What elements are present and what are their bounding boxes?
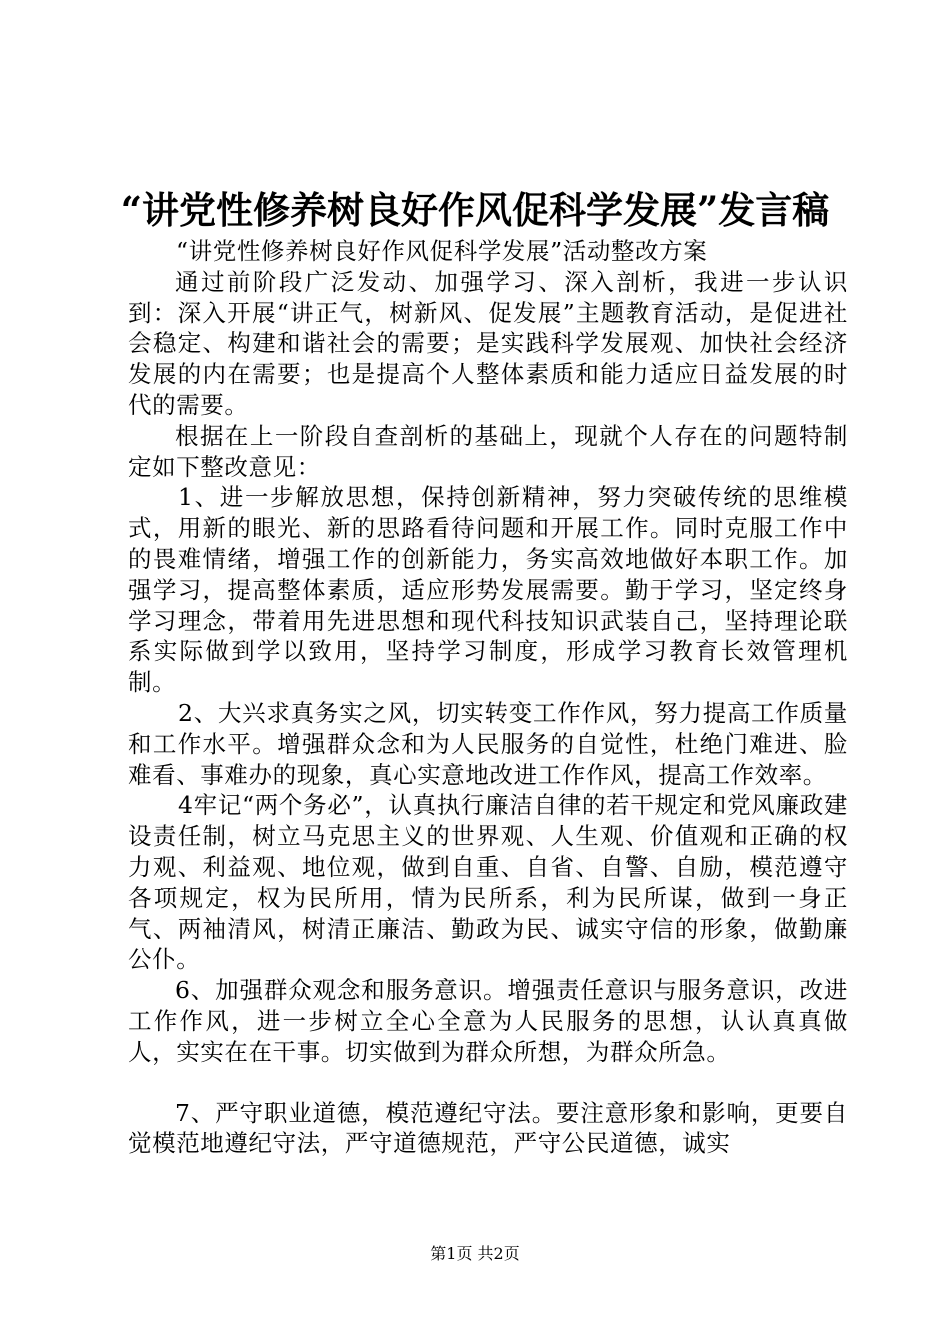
document-title: “讲党性修养树良好作风促科学发展”发言稿 [120,188,830,232]
paragraph-intro: 通过前阶段广泛发动、加强学习、深入剖析，我进一步认识到：深入开展“讲正气，树新风、促发展”主题教育活动，是促进社会稳定、构建和谐社会的需要；是实践科学发展观、加快社会经济发展的内在需要；也是提高个人整体素质和能力适应日益发展的时代的需要。 [128,267,848,419]
paragraph-item-4: 4牢记“两个务必”，认真执行廉洁自律的若干规定和党风廉政建设责任制，树立马克思主义的世界观、人生观、价值观和正确的权力观、利益观、地位观，做到自重、自省、自警、自励，模范遵守各项规定，权为民所用，情为民所系，利为民所谋，做到一身正气、两袖清风，树清正廉洁、勤政为民、诚实守信的形象，做勤廉公仆。 [128,791,848,974]
document-subtitle: “讲党性修养树良好作风促科学发展”活动整改方案 [176,237,708,265]
page-footer: 第1页 共2页 [430,1244,520,1263]
paragraph-basis: 根据在上一阶段自查剖析的基础上，现就个人存在的问题特制定如下整改意见： [128,421,848,481]
document-body [128,236,848,1159]
paragraph-item-1: 1、进一步解放思想，保持创新精神，努力突破传统的思维模式，用新的眼光、新的思路看待问题和开展工作。同时克服工作中的畏难情绪，增强工作的创新能力，务实高效地做好本职工作。加强学习，提高整体素质，适应形势发展需要。勤于学习，坚定终身学习理念，带着用先进思想和现代科技知识武装自己，坚持理论联系实际做到学以致用，坚持学习制度，形成学习教育长效管理机制。 [128,483,848,697]
paragraph-item-6: 6、加强群众观念和服务意识。增强责任意识与服务意识，改进工作作风，进一步树立全心全意为人民服务的思想，认认真真做人，实实在在干事。切实做到为群众所想，为群众所急。 [128,976,848,1066]
paragraph-item-2: 2、大兴求真务实之风，切实转变工作作风，努力提高工作质量和工作水平。增强群众念和为人民服务的自觉性，杜绝门难进、脸难看、事难办的现象，真心实意地改进工作作风，提高工作效率。 [128,698,848,789]
paragraph-item-7: 7、严守职业道德，模范遵纪守法。要注意形象和影响，更要自觉模范地遵纪守法，严守道德规范，严守公民道德，诚实 [128,1098,848,1158]
paragraph-spacer [128,1068,848,1098]
